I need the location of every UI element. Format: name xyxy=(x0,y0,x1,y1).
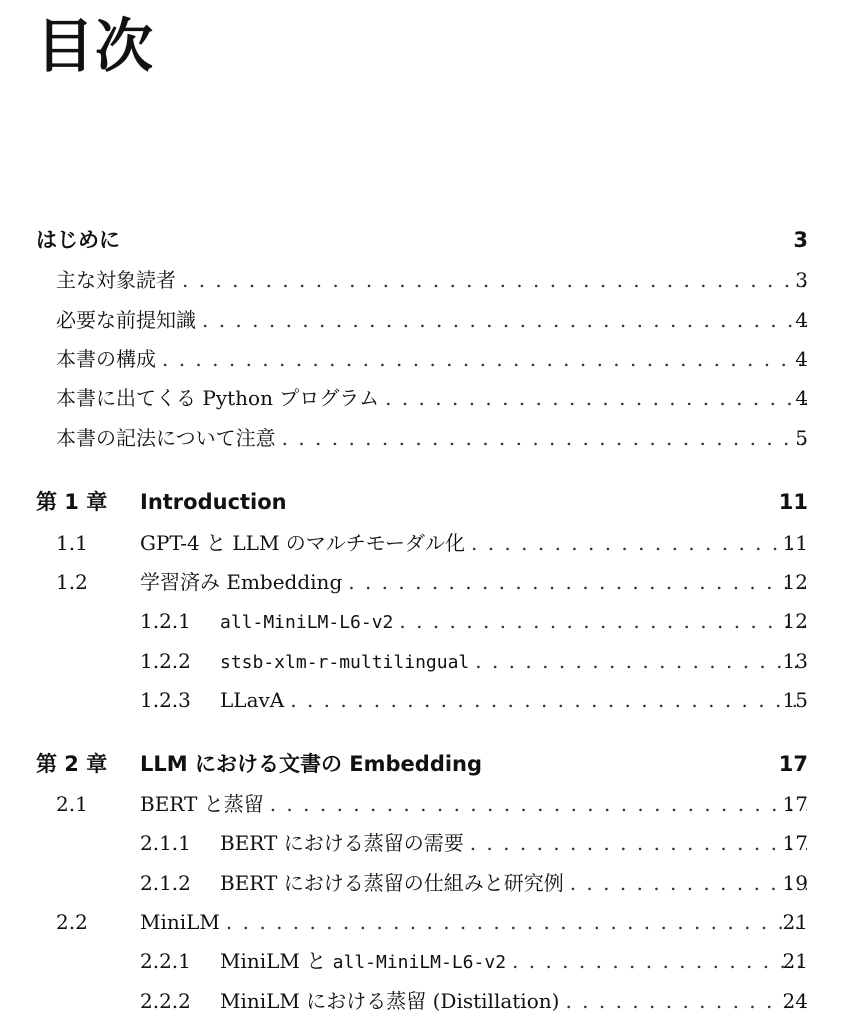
dot-leader xyxy=(226,906,807,938)
toc-page-number: 17 xyxy=(778,752,808,776)
subsection-number: 1.2.1 xyxy=(140,609,191,633)
section-number: 1.1 xyxy=(56,531,88,555)
subsection-number: 1.2.2 xyxy=(140,649,191,673)
toc-subsection[interactable] xyxy=(0,827,855,859)
toc-page-number: 17 xyxy=(782,831,808,855)
dot-leader xyxy=(565,985,807,1017)
toc-entry-label: 学習済み Embedding xyxy=(140,566,348,598)
toc-entry-label: GPT-4 と LLM のマルチモーダル化 xyxy=(140,527,471,559)
toc-page-number: 3 xyxy=(793,228,808,252)
dot-leader xyxy=(512,945,807,977)
dot-leader xyxy=(202,304,807,336)
label-prefix: MiniLM と xyxy=(220,949,333,973)
toc-page-number: 5 xyxy=(795,426,808,450)
toc-subsection[interactable] xyxy=(0,645,855,677)
chapter-number: 第 2 章 xyxy=(36,752,108,776)
toc-page-number: 13 xyxy=(782,649,808,673)
toc-section[interactable] xyxy=(0,788,855,820)
toc-entry-label: BERT における蒸留の仕組みと研究例 xyxy=(220,867,570,899)
dot-leader xyxy=(471,527,807,559)
toc-entry-label: all-MiniLM-L6-v2 xyxy=(220,607,399,639)
dot-leader xyxy=(470,827,807,859)
toc-page-number: 15 xyxy=(782,688,808,712)
subsection-number: 2.2.1 xyxy=(140,949,191,973)
toc-page-number: 24 xyxy=(782,989,808,1013)
section-number: 2.2 xyxy=(56,910,88,934)
toc-page-number: 4 xyxy=(795,386,808,410)
toc-page-number: 4 xyxy=(795,347,808,371)
toc-entry[interactable] xyxy=(0,304,855,336)
subsection-number: 1.2.3 xyxy=(140,688,191,712)
toc-page-number: 12 xyxy=(782,609,808,633)
toc-page-number: 11 xyxy=(778,490,808,514)
toc-chapter-1[interactable] xyxy=(0,486,855,518)
dot-leader xyxy=(282,422,807,454)
toc-entry-label: 本書の構成 xyxy=(56,343,162,375)
toc-entry-label: 本書の記法について注意 xyxy=(56,422,282,454)
toc-subsection[interactable] xyxy=(0,867,855,899)
toc-page-number: 19 xyxy=(782,871,808,895)
toc-chapter-2[interactable] xyxy=(0,748,855,780)
dot-leader xyxy=(290,684,807,716)
toc-section[interactable] xyxy=(0,906,855,938)
toc-page-number: 4 xyxy=(795,308,808,332)
dot-leader xyxy=(162,343,807,375)
dot-leader xyxy=(182,264,807,296)
toc-heading-label: はじめに xyxy=(36,224,126,256)
dot-leader xyxy=(270,788,807,820)
toc-entry-label: MiniLM xyxy=(140,906,226,938)
toc-entry-label xyxy=(220,945,512,979)
toc-entry[interactable] xyxy=(0,382,855,414)
dot-leader xyxy=(399,605,807,637)
toc-subsection[interactable] xyxy=(0,985,855,1017)
toc-entry-label: 必要な前提知識 xyxy=(56,304,202,336)
toc-entry-label: LLavA xyxy=(220,684,290,716)
subsection-number: 2.2.2 xyxy=(140,989,191,1013)
toc-subsection[interactable] xyxy=(0,605,855,637)
chapter-title: LLM における文書の Embedding xyxy=(140,748,488,780)
toc-subsection[interactable] xyxy=(0,684,855,716)
toc-section[interactable] xyxy=(0,566,855,598)
toc-entry[interactable] xyxy=(0,343,855,375)
subsection-number: 2.1.1 xyxy=(140,831,191,855)
toc-subsection[interactable] xyxy=(0,945,855,977)
toc-page-number: 3 xyxy=(795,268,808,292)
section-number: 2.1 xyxy=(56,792,88,816)
dot-leader xyxy=(385,382,807,414)
dot-leader xyxy=(570,867,807,899)
dot-leader xyxy=(348,566,807,598)
subsection-number: 2.1.2 xyxy=(140,871,191,895)
toc-page-number: 21 xyxy=(782,949,808,973)
toc-section[interactable] xyxy=(0,527,855,559)
toc-entry-label: BERT と蒸留 xyxy=(140,788,270,820)
dot-leader xyxy=(475,645,807,677)
chapter-title: Introduction xyxy=(140,486,293,518)
chapter-number: 第 1 章 xyxy=(36,490,108,514)
toc-entry[interactable] xyxy=(0,422,855,454)
label-code: all-MiniLM-L6-v2 xyxy=(332,952,507,973)
toc-entry-label: 本書に出てくる Python プログラム xyxy=(56,382,385,414)
toc-page-number: 21 xyxy=(782,910,808,934)
toc-entry-label: MiniLM における蒸留 (Distillation) xyxy=(220,985,565,1017)
page-title: 目次 xyxy=(36,12,155,80)
toc-entry-label: stsb-xlm-r-multilingual xyxy=(220,647,475,679)
toc-page-number: 11 xyxy=(782,531,808,555)
toc-entry[interactable] xyxy=(0,264,855,296)
toc-heading-introduction[interactable] xyxy=(0,224,855,256)
toc-page-number: 12 xyxy=(782,570,808,594)
toc-entry-label: BERT における蒸留の需要 xyxy=(220,827,470,859)
toc-entry-label: 主な対象読者 xyxy=(56,264,182,296)
section-number: 1.2 xyxy=(56,570,88,594)
toc-page-number: 17 xyxy=(782,792,808,816)
